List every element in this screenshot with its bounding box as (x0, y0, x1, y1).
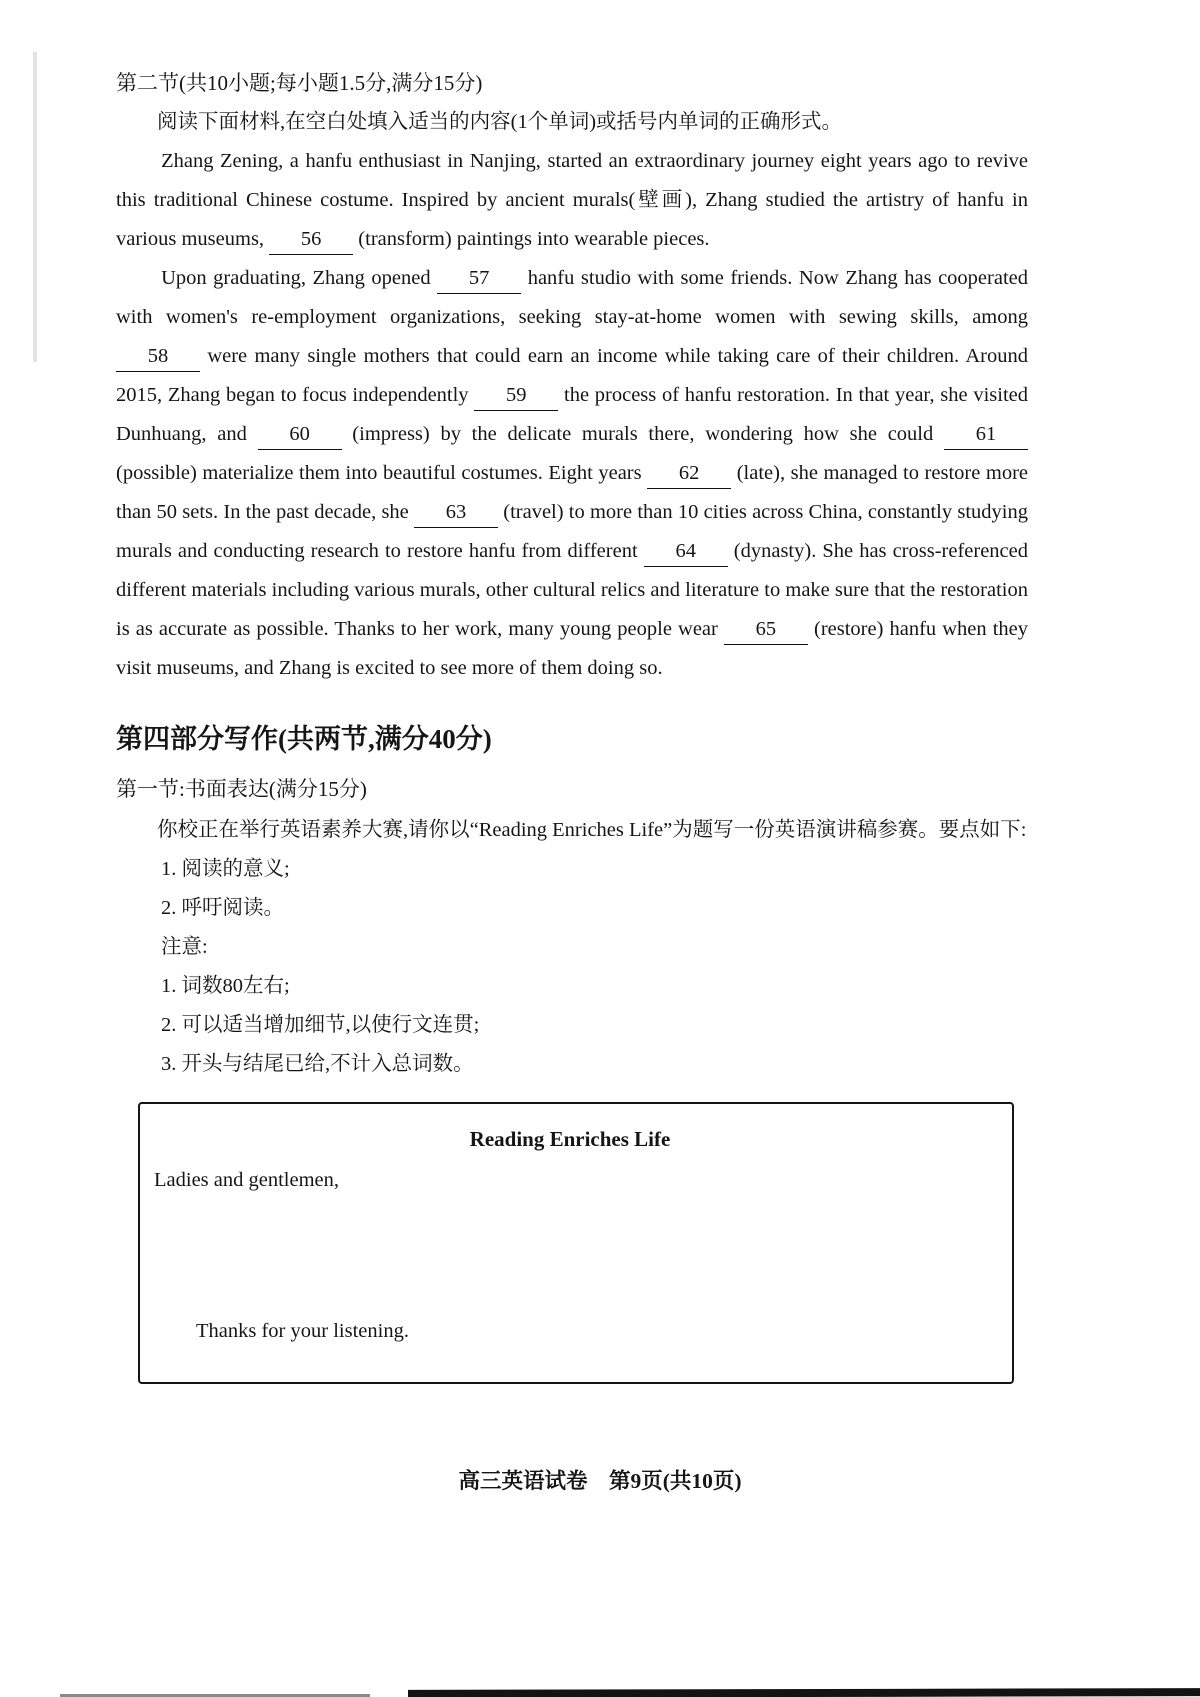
blank-65: 65 (724, 614, 808, 645)
writing-section1-header: 第一节:书面表达(满分15分) (116, 777, 367, 801)
scan-artifact-bottom (408, 1688, 1200, 1697)
blank-63: 63 (414, 497, 498, 528)
writing-prompt: 你校正在举行英语素养大赛,请你以“Reading Enriches Life”为题写一份英语演讲稿参赛。要点如下: (157, 819, 1027, 841)
blank-57: 57 (437, 263, 521, 294)
passage-paragraph: Zhang Zening, a hanfu enthusiast in Nanjing, started an extraordinary journey eight years ago to revive this traditional Chinese costume. Inspired by ancient murals(壁画), Zhang studied the artistry of hanfu in various museums, 56 (transform) paintings into wearable pieces. (116, 142, 1028, 259)
blank-58: 58 (116, 341, 200, 372)
essay-salutation: Ladies and gentlemen, (154, 1169, 340, 1191)
scan-artifact-left (33, 52, 37, 362)
writing-note-1: 1. 词数80左右; (161, 975, 290, 997)
blank-64: 64 (644, 536, 728, 567)
essay-title: Reading Enriches Life (469, 1127, 671, 1151)
section2-instructions: 阅读下面材料,在空白处填入适当的内容(1个单词)或括号内单词的正确形式。 (157, 111, 843, 133)
blank-60: 60 (258, 419, 342, 450)
writing-point-2: 2. 呼吁阅读。 (161, 897, 284, 919)
cloze-passage (116, 142, 1028, 688)
essay-answer-box (138, 1102, 1014, 1384)
writing-note-2: 2. 可以适当增加细节,以使行文连贯; (161, 1014, 480, 1036)
page-footer: 高三英语试卷 第9页(共10页) (458, 1469, 742, 1493)
passage-paragraph: Upon graduating, Zhang opened 57 hanfu studio with some friends. Now Zhang has cooperated with women's re-employment organizations, seeking stay-at-home women with sewing skills, among 58 were many single mothers that could earn an income while taking care of their children. Around 2015, Zhang began to focus independently 59 the process of hanfu restoration. In that year, she visited Dunhuang, and 60 (impress) by the delicate murals there, wondering how she could 61 (possible) materialize them into beautiful costumes. Eight years 62 (late), she managed to restore more than 50 sets. In the past decade, she 63 (travel) to more than 10 cities across China, constantly studying murals and conducting research to restore hanfu from different 64 (dynasty). She has cross-referenced different materials including various murals, other cultural relics and literature to make sure that the restoration is as accurate as possible. Thanks to her work, many young people wear 65 (restore) hanfu when they visit museums, and Zhang is excited to see more of them doing so. (116, 259, 1028, 688)
writing-note-3: 3. 开头与结尾已给,不计入总词数。 (161, 1053, 474, 1075)
part4-header: 第四部分写作(共两节,满分40分) (116, 724, 492, 754)
blank-59: 59 (474, 380, 558, 411)
blank-61: 61 (944, 419, 1028, 450)
writing-point-1: 1. 阅读的意义; (161, 858, 290, 880)
writing-notice-label: 注意: (161, 936, 208, 958)
blank-62: 62 (647, 458, 731, 489)
blank-56: 56 (269, 224, 353, 255)
section2-header: 第二节(共10小题;每小题1.5分,满分15分) (116, 71, 483, 95)
essay-closing: Thanks for your listening. (196, 1320, 409, 1342)
